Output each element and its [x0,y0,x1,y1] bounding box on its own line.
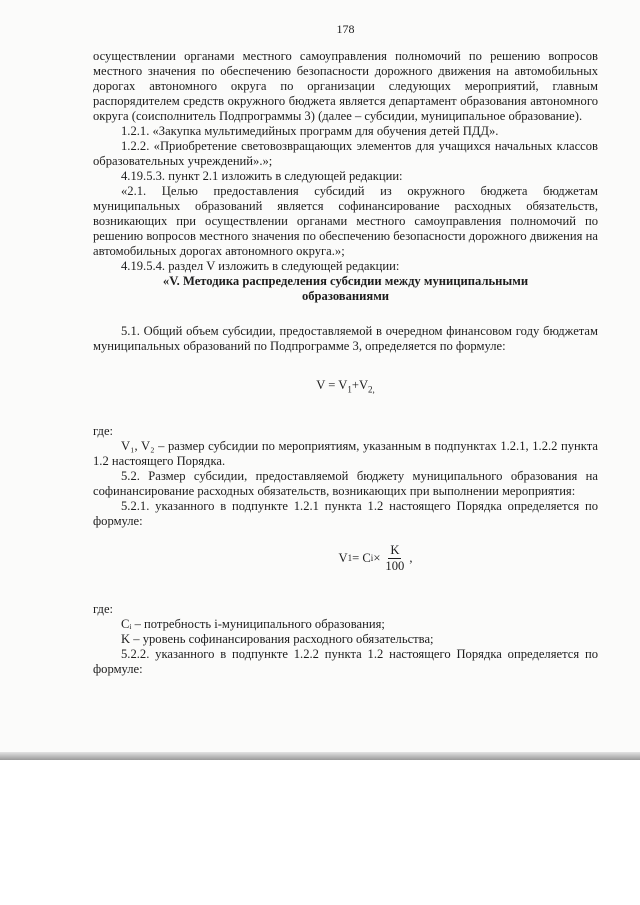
paragraph-1-2-1: 1.2.1. «Закупка мультимедийных программ для обучения детей ПДД». [121,124,499,138]
page-number: 178 [336,22,355,36]
paragraph-5-2-2: 5.2.2. указанного в подпункте 1.2.2 пункта 1.2 настоящего Порядка определяется по формуле: [93,646,598,676]
paragraph-4-19-5-3: 4.19.5.3. пункт 2.1 изложить в следующей редакции: [121,169,403,183]
paragraph-1-2-2: 1.2.2. «Приобретение световозвращающих элементов для учащихся начальных классов образовательных учреждений».»; [93,139,598,168]
paragraph-4-19-5-4: 4.19.5.4. раздел V изложить в следующей редакции: [121,259,400,273]
paragraph-5-2: 5.2. Размер субсидии, предоставляемой бюджету муниципального образования на софинансирование расходных обязательств, возникающих при выполнении мероприятия: [93,468,598,498]
paragraph-5-1: 5.1. Общий объем субсидии, предоставляемой в очередном финансовом году бюджетам муниципальных образований по Подпрограмме 3, определяется по формуле: [93,324,598,353]
document-body [93,0,598,677]
where-label-1: где: [93,423,114,438]
paragraph-intro: осуществлении органами местного самоуправления полномочий по решению вопросов местного значения по обеспечению безопасности дорожного движения на автомобильных дорогах автономного округа по организации следующих мероприятий, главным распорядителем средств окружного бюджета является департамент образования автономного округа (соисполнитель Подпрограммы 3) (далее – субсидии, муниципальное образование). [93,49,598,123]
section-heading: «V. Методика распределения субсидии между муниципальными образованиями [162,274,529,303]
paragraph-k: K – уровень софинансирования расходного обязательства; [121,631,434,646]
paragraph-2-1: «2.1. Целью предоставления субсидий из окружного бюджета бюджетам муниципальных образований является софинансирование расходных обязательств, возникающих при осуществлении органами местного самоуправления полномочий по решению вопросов местного значения по обеспечению безопасности дорожного движения на автомобильных дорогах автономного округа.»; [93,184,598,258]
paragraph-ci: Cᵢ – потребность i-муниципального образования; [121,616,385,631]
paragraph-v1-v2: V₁, V₂ – размер субсидии по мероприятиям, указанным в подпунктах 1.2.1, 1.2.2 пункта 1.2 настоящего Порядка. [93,438,598,468]
formula-v1: V 1 = C i × $\frac{K}{100}$ , [338,542,413,573]
blank-margin [0,760,640,905]
fraction-k-over-100: $\frac{K}{100}$ [385,542,405,573]
paragraph-5-2-1: 5.2.1. указанного в подпункте 1.2.1 пункта 1.2 настоящего Порядка определяется по формуле: [93,498,598,528]
formula-total-subsidy: $V = V_1+V_{2,}$ [316,378,375,395]
where-label-2: где: [93,601,114,616]
